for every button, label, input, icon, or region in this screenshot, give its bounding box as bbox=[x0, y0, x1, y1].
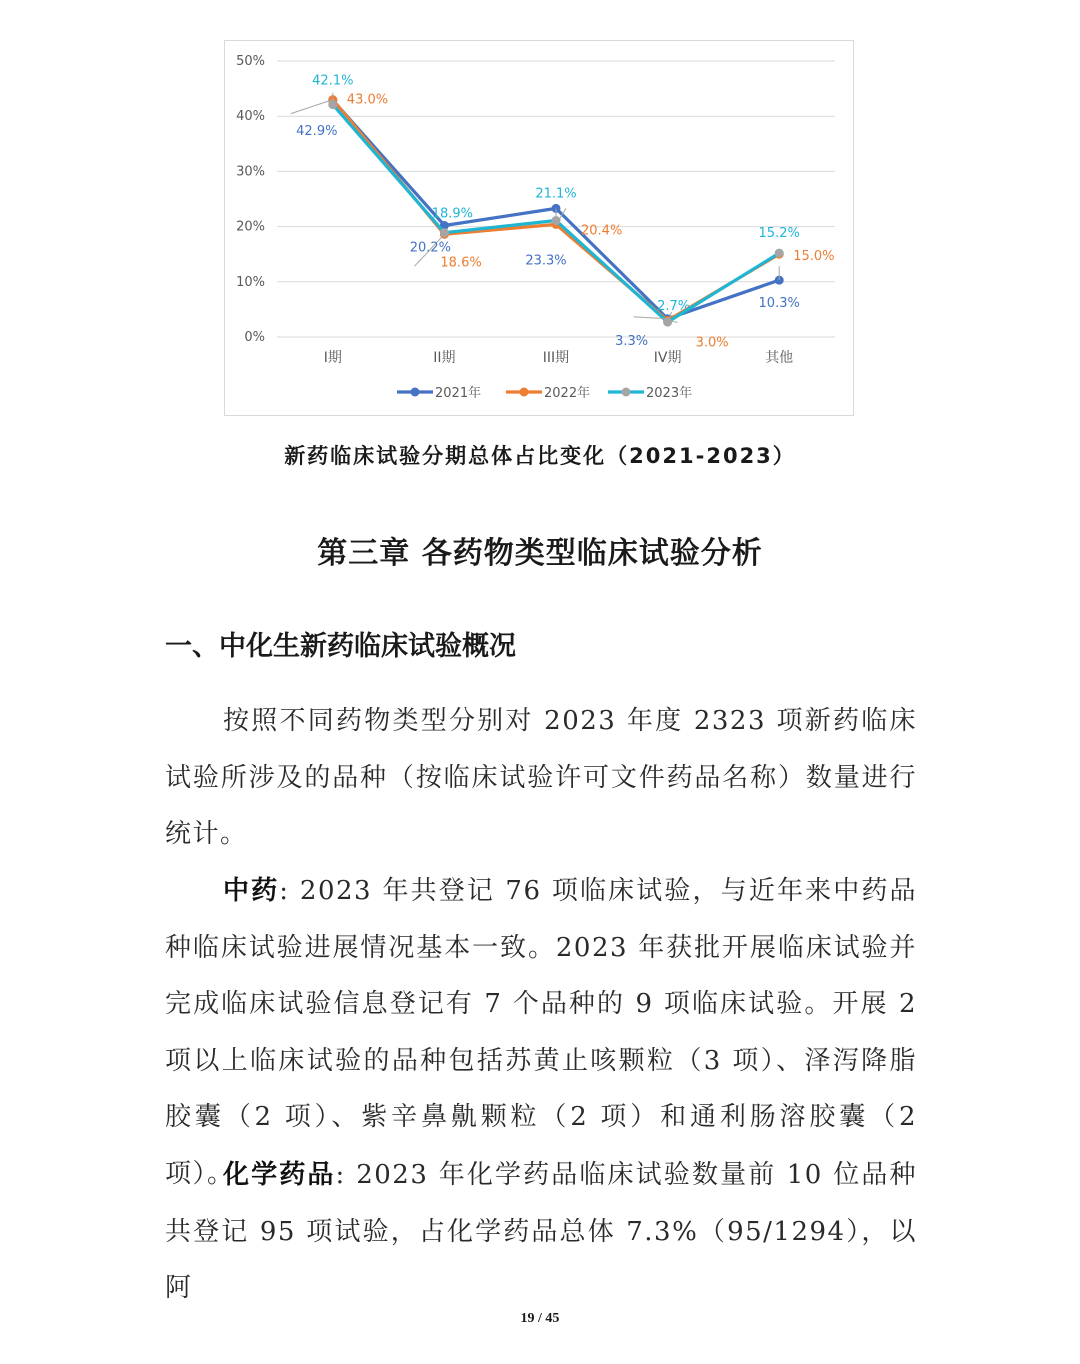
data-label: 21.1% bbox=[535, 186, 577, 202]
paragraph-text: : 2023 年化学药品临床试验数量前 10 位品种共登记 95 项试验，占化学药品总体 7.3%（95/1294），以阿 bbox=[165, 1160, 917, 1304]
data-label: 10.3% bbox=[758, 296, 800, 312]
data-label: 42.9% bbox=[296, 124, 338, 140]
y-tick-label: 20% bbox=[236, 219, 265, 235]
paragraph-text: : 2023 年共登记 76 项临床试验，与近年来中药品种临床试验进展情况基本一致。2023 年获批开展临床试验并完成临床试验信息登记有 7 个品种的 9 项临床试验。开展 2 项以上临床试验的品种包括苏黄止咳颗粒（3 项）、泽泻降脂胶囊（2 项）、紫辛鼻鼽颗粒（2 项）和通利肠溶胶囊（2 项）。 bbox=[165, 876, 917, 1189]
x-tick-label: III期 bbox=[542, 350, 570, 366]
x-tick-label: 其他 bbox=[765, 350, 794, 366]
data-point bbox=[775, 249, 784, 258]
section-title: 一、中化生新药临床试验概况 bbox=[165, 631, 516, 662]
y-tick-label: 10% bbox=[236, 274, 265, 290]
data-label: 15.2% bbox=[758, 226, 800, 242]
line-chart bbox=[225, 41, 855, 417]
chapter-title: 第三章 各药物类型临床试验分析 bbox=[317, 536, 763, 571]
data-label: 18.9% bbox=[431, 206, 474, 222]
data-label: 2.7% bbox=[657, 299, 691, 315]
data-label: 15.0% bbox=[793, 249, 835, 265]
data-label: 3.3% bbox=[615, 333, 649, 349]
y-tick-label: 30% bbox=[236, 164, 265, 180]
data-label: 43.0% bbox=[346, 92, 389, 108]
legend-label: 2023年 bbox=[646, 386, 693, 401]
legend-marker bbox=[622, 388, 631, 397]
x-tick-label: IV期 bbox=[653, 350, 682, 366]
data-label: 20.4% bbox=[581, 223, 623, 239]
data-label: 23.3% bbox=[525, 253, 567, 269]
paragraph-text: 按照不同药物类型分别对 2023 年度 2323 项新药临床试验所涉及的品种（按临床试验许可文件药品名称）数量进行统计。 bbox=[165, 706, 917, 850]
legend-label: 2021年 bbox=[435, 386, 482, 401]
data-label: 3.0% bbox=[695, 335, 729, 351]
legend-label: 2022年 bbox=[544, 386, 591, 401]
x-tick-label: II期 bbox=[433, 350, 456, 366]
data-label: 42.1% bbox=[312, 73, 354, 89]
legend-marker bbox=[520, 388, 529, 397]
paragraph-chemical bbox=[165, 1147, 917, 1317]
y-tick-label: 0% bbox=[244, 330, 265, 345]
paragraph-intro bbox=[165, 693, 917, 863]
data-label: 20.2% bbox=[409, 240, 452, 256]
y-tick-label: 50% bbox=[236, 54, 265, 69]
y-tick-label: 40% bbox=[236, 109, 265, 125]
data-point bbox=[440, 228, 449, 237]
paragraph-label-chemical: 化学药品 bbox=[223, 1160, 336, 1190]
data-label: 18.6% bbox=[440, 255, 482, 271]
chart-caption: 新药临床试验分期总体占比变化（2021-2023） bbox=[284, 444, 796, 468]
x-tick-label: I期 bbox=[323, 350, 342, 366]
paragraph-label-tcm: 中药 bbox=[223, 876, 280, 906]
page-number: 19 / 45 bbox=[520, 1311, 560, 1326]
chart-frame bbox=[224, 40, 854, 416]
legend-marker bbox=[411, 388, 420, 397]
label-leader-line bbox=[291, 100, 333, 114]
